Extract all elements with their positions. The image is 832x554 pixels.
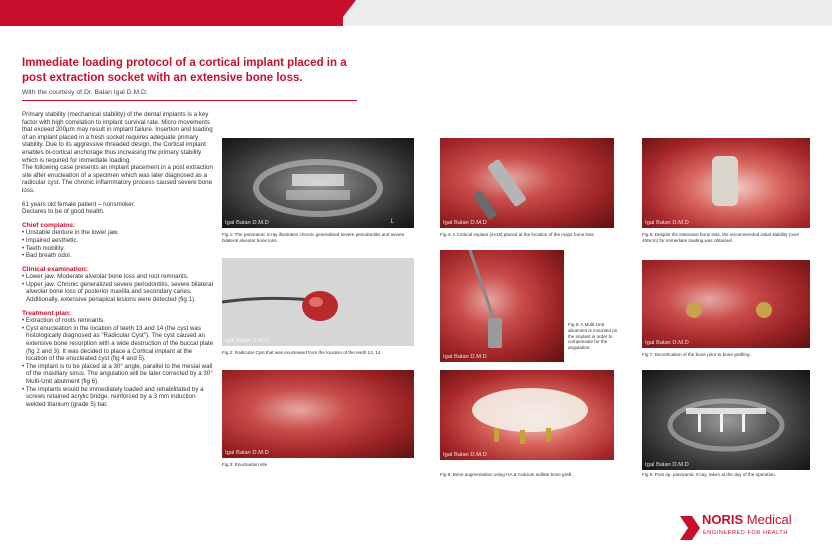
top-banner-red <box>0 0 343 26</box>
list-item: • The implant is to be placed at a 30° angle, parallel to the mesial wall of the maxillary sinus. The angulation will be later corrected by a 30° Multi-Unit abutment (fig 6). <box>22 362 213 385</box>
title-divider <box>22 100 357 101</box>
top-banner-diagonal <box>336 0 356 26</box>
abutment-graphic <box>440 250 564 362</box>
chief-complaints-heading: Chief complains: <box>22 221 76 229</box>
figure-9-xray <box>642 370 810 470</box>
decortication-graphic <box>642 260 810 348</box>
figure-3-caption: Fig 3: Enucleation site <box>222 462 268 467</box>
list-item: • Upper jaw: Chronic generalized severe periodontitis, severe bilateral alveolar bone loss of posterior maxilla and secondary caries. Additionally, extensive periapical lesions were detected (fig 1). <box>22 280 213 304</box>
implant-graphic <box>440 138 614 228</box>
postop-xray-graphic <box>642 370 810 470</box>
top-banner <box>0 0 832 26</box>
watermark: Igal Balan D.M.D <box>645 340 689 346</box>
logo-brand: NORIS <box>702 512 744 527</box>
figure-7-photo <box>642 260 810 348</box>
watermark: Igal Balan D.M.D <box>443 354 487 360</box>
stability-graphic <box>642 138 810 228</box>
watermark: Igal Balan D.M.D <box>443 452 487 458</box>
figure-2-caption: Fig 2: Radicular Cyst that was enucleated from the location of the teeth 13, 14. <box>222 350 382 355</box>
watermark: Igal Balan D.M.D <box>225 450 269 456</box>
figure-7-caption: Fig 7: Decortication of the bone prior to bone grafting. <box>642 352 751 357</box>
list-item: • Extraction of roots remnants. <box>22 317 105 325</box>
watermark: Igal Balan D.M.D <box>443 220 487 226</box>
figure-8-photo <box>440 370 614 460</box>
figure-2-photo <box>222 258 414 346</box>
list-item: • Impaired aesthetic. <box>22 236 79 244</box>
treatment-plan-heading: Treatment plan: <box>22 309 72 317</box>
logo-tagline: ENGINEERED FOR HEALTH <box>703 530 788 536</box>
xray-side-label: L <box>390 219 394 225</box>
logo-wordmark <box>702 512 792 527</box>
bone-graft-graphic <box>440 370 614 460</box>
figure-6-caption: Fig 6: A Multi-Unit abutment is mounted on the implant in order to compensate for the angulation. <box>568 322 618 351</box>
watermark: Igal Balan D.M.D <box>645 220 689 226</box>
xray-jaw-graphic <box>222 138 414 228</box>
figure-4-photo <box>440 138 614 228</box>
case-description <box>22 111 214 408</box>
clinical-exam-heading: Clinical examination: <box>22 265 88 273</box>
clinical-exam-list <box>22 273 214 303</box>
figure-9-caption: Fig 9: Post op. panoramic X-ray, taken at the day of the operation. <box>642 472 776 477</box>
figure-5-photo <box>642 138 810 228</box>
figure-1-caption: Fig 1: The panoramic X-ray illustrates chronic generalized severe periodontitis and severe bilateral alveolar bone loss. <box>222 232 405 243</box>
figure-4-caption: Fig 4: A Cortical implant (4x16) placed at the location of the major bone loss. <box>440 232 595 237</box>
treatment-plan-list <box>22 317 214 408</box>
chief-complaints-list <box>22 229 214 259</box>
figure-5-caption: Fig 5: Despite the extensive bone loss, the recommended initial stability (over 45Ncm) for immediate loading was obtained. <box>642 232 800 243</box>
cyst-specimen-graphic <box>222 258 414 346</box>
noris-logo-icon <box>678 512 702 544</box>
figure-8-caption: Fig 8: Bone augmentation using HA & Calcium sulfate bone graft. <box>440 472 573 477</box>
patient-info: 61 years old female patient – nonsmoker. <box>22 200 136 208</box>
courtesy-line-text: With the courtesy of Dr. Balan Igal D.M.D. <box>22 89 148 96</box>
patient-info: Declares to be of good health. <box>22 208 105 216</box>
figure-1-xray <box>222 138 414 228</box>
figure-3-photo <box>222 370 414 458</box>
list-item: • The implants would be immediately loaded and rehabilitated by a screws retained acrylic bridge, reinforced by a 3 mm induction welded titanium (grade 5) bar. <box>22 385 204 408</box>
logo-word: Medical <box>743 512 792 527</box>
watermark: Igal Balan D.M.D <box>225 338 269 344</box>
list-item: • Cyst enucleation in the location of teeth 13 and 14 (the cyst was histologically diagnosed as "Radicular Cyst"). The cyst caused an extensive bone resorption with a wide destruction of the buccal plate (fig 2 and 3). It was decided to place a Cortical implant at the location of the enucleated cyst (fig 4 and 5). <box>22 324 214 363</box>
watermark: Igal Balan D.M.D <box>645 462 689 468</box>
list-item: • Lower jaw: Moderate alveolar bone loss and root remnants. <box>22 273 189 281</box>
list-item: • Bad breath odor. <box>22 252 72 260</box>
list-item: • Teeth mobility. <box>22 244 65 252</box>
intro-paragraph: Primary stability (mechanical stability) of the dental implants is a key factor with high correlation to implant survival rate. Micro movements that exceed 200μm may result in implant failure. Insertion and loading of an implant placed in a fresh socket requires adequate primary stability. Due to its aggressive threaded design, the Cortical implant enables bi-cortical anchorage thus increasing the primary stability which is required for immediate loading. <box>22 111 213 164</box>
watermark: Igal Balan D.M.D <box>225 220 269 226</box>
intro-paragraph: The following case presents an implant placement in a post extraction site after enucleation of a specimen which was later diagnosed as a radicular cyst. The chronic inflammatory process caused severe bone loss. <box>22 164 213 194</box>
figure-6-photo <box>440 250 564 362</box>
list-item: • Unstable denture in the lower jaw. <box>22 229 119 237</box>
page-title: Immediate loading protocol of a cortical implant placed in a post extraction socket with an extensive bone loss. <box>22 57 347 84</box>
